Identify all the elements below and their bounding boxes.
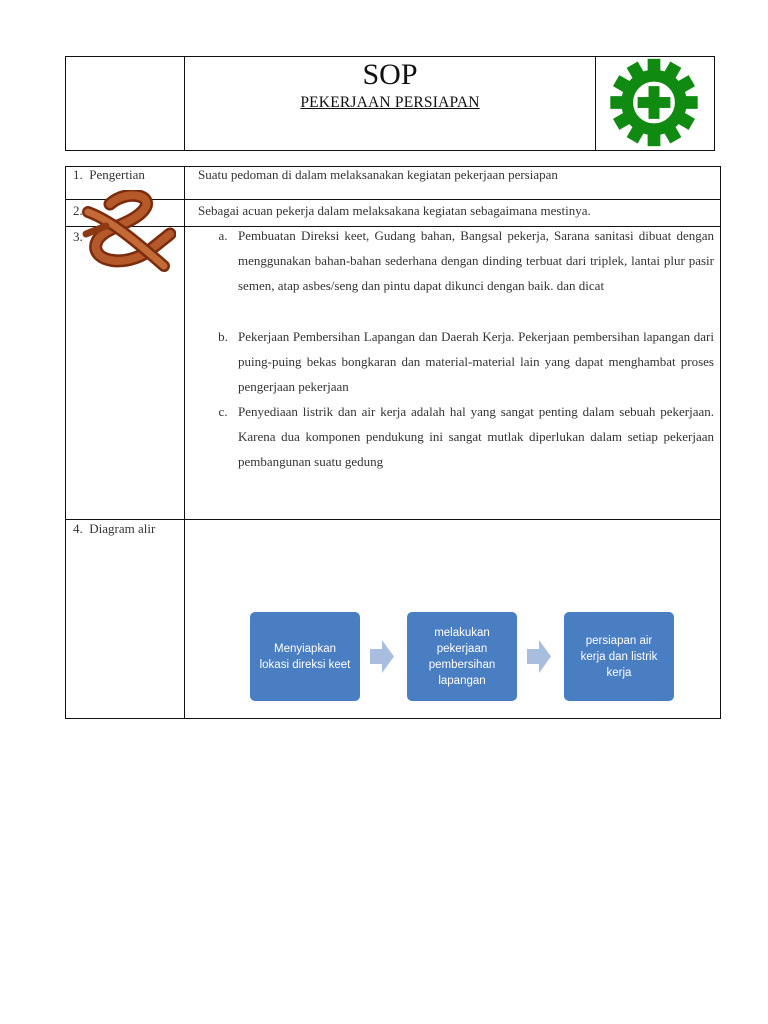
list-marker: c. (218, 404, 228, 419)
list-text: Pekerjaan Pembersihan Lapangan dan Daerah Kerja. Pekerjaan pembersihan lapangan dari puing-puing bekas bongkaran dan material-material lain yang dapat menghambat proses pengerjaan pekerjaan (238, 329, 714, 394)
flow-step-3: persiapan air kerja dan listrik kerja (564, 612, 674, 701)
main-table-column-divider (184, 166, 185, 719)
list-marker: a. (218, 228, 228, 243)
flow-step-1: Menyiapkan lokasi direksi keet (250, 612, 360, 701)
arrow-right-icon (370, 640, 394, 673)
row-1-content: Suatu pedoman di dalam melaksanakan kegiatan pekerjaan persiapan (198, 167, 558, 182)
list-item-c (212, 399, 714, 474)
list-text: Penyediaan listrik dan air kerja adalah hal yang sangat penting dalam sebuah pekerjaan. Karena dua komponen pendukung ini sangat mutlak diperlukan dalam setiap pekerjaan pembangunan suatu gedung (238, 404, 714, 469)
row-1-label: 1. Pengertian (73, 167, 145, 182)
ampersand-ornament-icon (80, 190, 176, 272)
header-divider-right (595, 56, 596, 151)
row-divider-3 (65, 519, 721, 520)
row-2-content: Sebagai acuan pekerja dalam melaksakana kegiatan sebagaimana mestinya. (198, 203, 591, 218)
list-text: Pembuatan Direksi keet, Gudang bahan, Bangsal pekerja, Sarana sanitasi dibuat dengan menggunakan bahan-bahan sederhana dengan dinding terbuat dari triplek, lantai plur pasir semen, atap asbes/seng dan pintu dapat dikunci dengan baik. dan dicat (238, 228, 714, 293)
row-3-label: 3. (73, 229, 83, 244)
page-subtitle: PEKERJAAN PERSIAPAN (300, 94, 480, 111)
row-2-label: 2. (73, 203, 83, 218)
list-item-b (212, 324, 714, 399)
flow-step-2: melakukan pekerjaan pembersihan lapangan (407, 612, 517, 701)
list-item-a (212, 223, 714, 323)
page-title: SOP (362, 58, 418, 91)
arrow-right-icon (527, 640, 551, 673)
row-4-label: 4. Diagram alir (73, 521, 156, 536)
safety-gear-cross-icon (606, 57, 702, 148)
list-marker: b. (218, 329, 228, 344)
